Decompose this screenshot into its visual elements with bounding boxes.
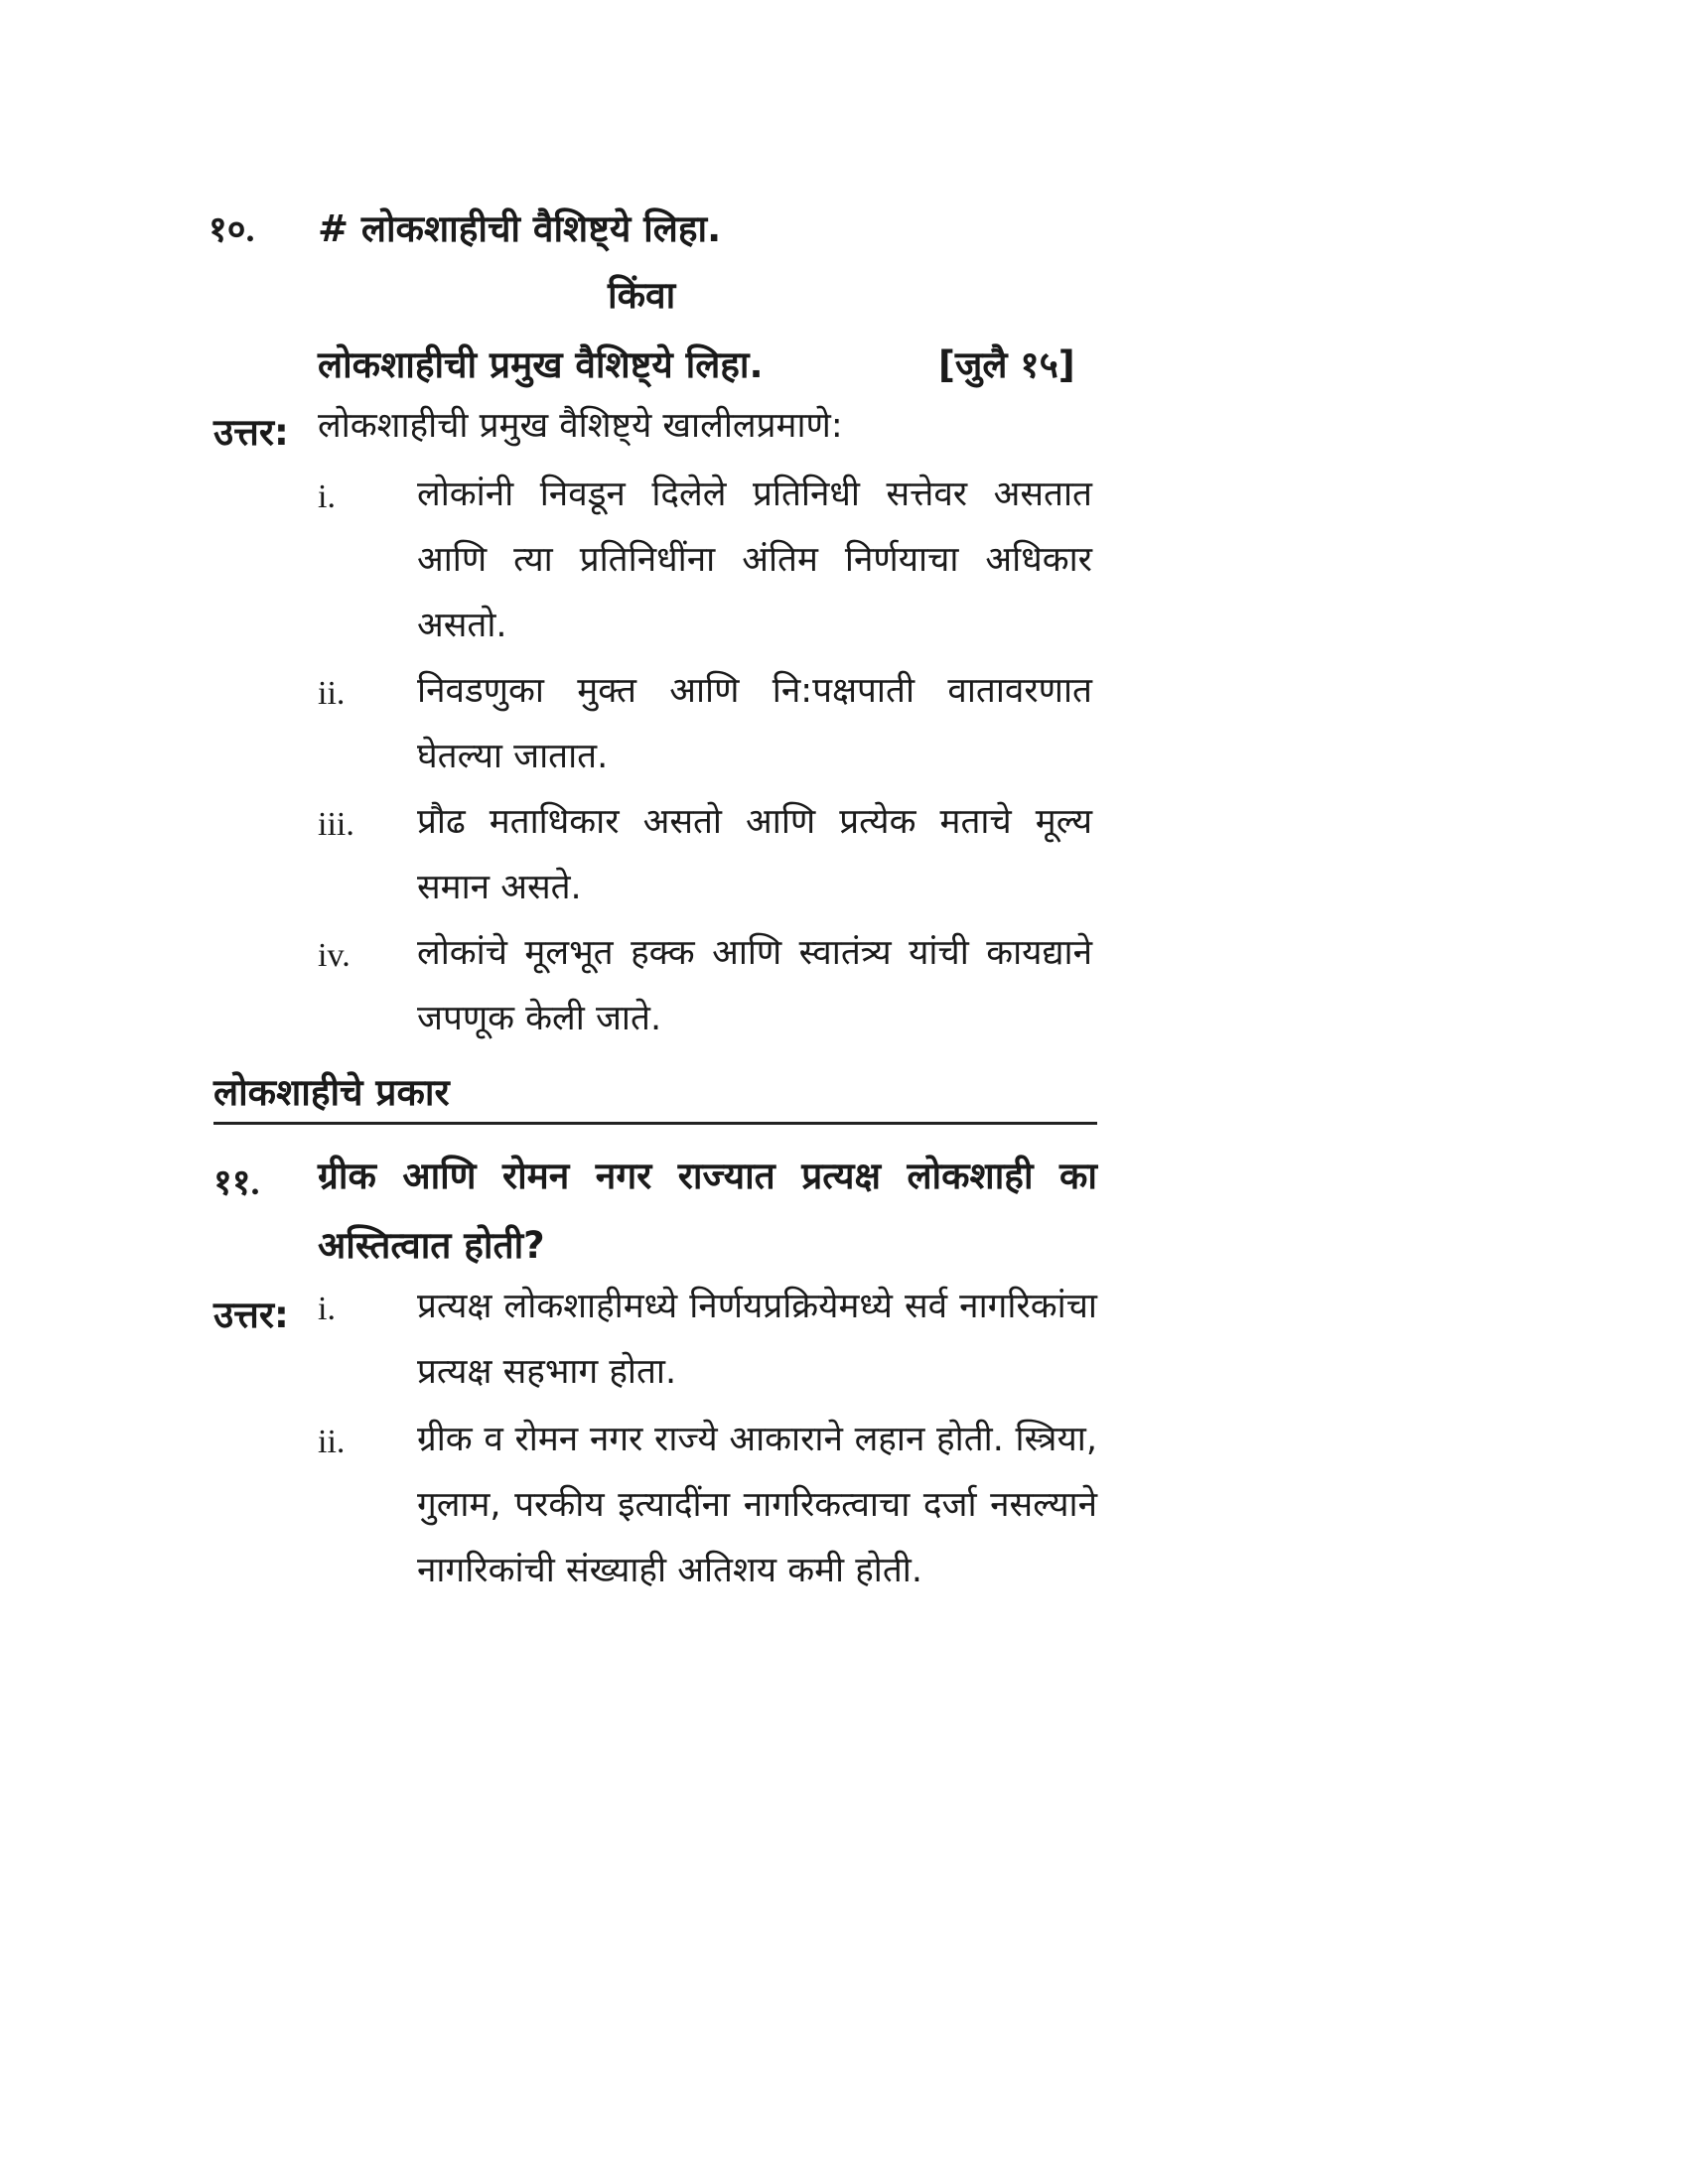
q10-question: # लोकशाहीची वैशिष्ट्ये लिहा. bbox=[318, 207, 722, 250]
q10-point-3: प्रौढ मताधिकार असतो आणि प्रत्येक मताचे मूल्य समान असते. bbox=[417, 802, 1092, 907]
q10-alt-question: लोकशाहीची प्रमुख वैशिष्ट्ये लिहा. bbox=[318, 343, 764, 386]
q10-point-1: लोकांनी निवडून दिलेले प्रतिनिधी सत्तेवर असतात आणि त्या प्रतिनिधींना अंतिम निर्णयाचा अधिकार असतो. bbox=[417, 475, 1092, 645]
q10-number: १०. bbox=[209, 209, 255, 249]
section-heading: लोकशाहीचे प्रकार bbox=[213, 1071, 450, 1114]
q10-point-4: लोकांचे मूलभूत हक्क आणि स्वातंत्र्य यांची कायद्याने जपणूक केली जाते. bbox=[417, 933, 1092, 1038]
q10-point-4-marker: iv. bbox=[318, 937, 351, 974]
q11-point-1-marker: i. bbox=[318, 1291, 336, 1327]
q10-point-2: निवडणुका मुक्त आणि नि:पक्षपाती वातावरणात घेतल्या जातात. bbox=[417, 671, 1092, 776]
q11-point-2-marker: ii. bbox=[318, 1424, 346, 1460]
q11-question: ग्रीक आणि रोमन नगर राज्यात प्रत्यक्ष लोकशाही का अस्तित्वात होती? bbox=[318, 1155, 1097, 1267]
q11-point-2: ग्रीक व रोमन नगर राज्ये आकाराने लहान होती. स्त्रिया, गुलाम, परकीय इत्यादींना नागरिकत्वाचा दर्जा नसल्याने नागरिकांची संख्याही अतिशय कमी होती. bbox=[417, 1420, 1097, 1590]
q10-or: किंवा bbox=[608, 274, 676, 317]
q11-point-1: प्रत्यक्ष लोकशाहीमध्ये निर्णयप्रक्रियेमध्ये सर्व नागरिकांचा प्रत्यक्ष सहभाग होता. bbox=[417, 1287, 1097, 1392]
q10-point-2-marker: ii. bbox=[318, 675, 346, 712]
q11-number: ११. bbox=[213, 1162, 260, 1202]
q10-answer-intro: लोकशाहीची प्रमुख वैशिष्ट्ये खालीलप्रमाणे: bbox=[318, 406, 843, 446]
q11-answer-label: उत्तर: bbox=[213, 1294, 289, 1336]
section-divider bbox=[213, 1122, 1097, 1125]
q10-point-1-marker: i. bbox=[318, 478, 336, 515]
q10-answer-label: उत्तर: bbox=[213, 411, 289, 454]
q10-point-3-marker: iii. bbox=[318, 806, 354, 843]
q10-exam-ref: [जुलै १५] bbox=[938, 343, 1075, 386]
